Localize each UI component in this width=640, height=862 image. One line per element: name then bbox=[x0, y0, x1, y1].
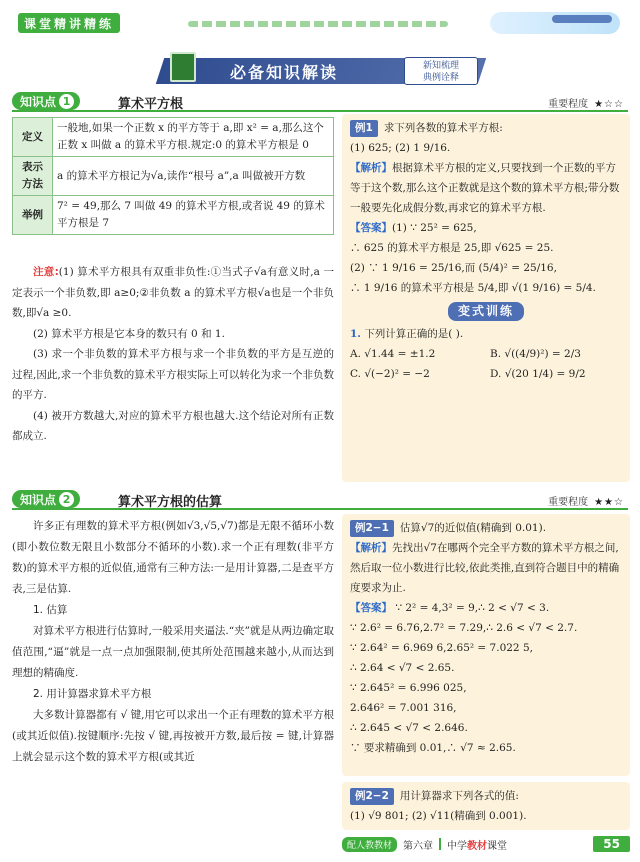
divider bbox=[439, 838, 441, 850]
example-tag: 例1 bbox=[350, 120, 378, 137]
option-a: A. √1.44 = ±1.2 bbox=[350, 348, 436, 360]
table-row: 举例 7² = 49,那么 7 叫做 49 的算术平方根,或者说 49 的算术平方根是 7 bbox=[13, 196, 334, 235]
section-tag: 课堂精讲精练 bbox=[18, 13, 120, 33]
chapter-label: 第六章 bbox=[403, 840, 434, 852]
decorative-chain bbox=[188, 21, 448, 27]
brand: 中学教材课堂 bbox=[447, 840, 508, 852]
note-3: (3) 求一个非负数的算术平方根与求一个非负数的平方是互逆的过程,因此,求一个非负数的算术平方根实际上可以转化为求一个非负数的平方. bbox=[12, 348, 334, 401]
kp2-pill: 知识点 2 bbox=[12, 490, 80, 508]
note-1: 注意:(1) 算术平方根具有双重非负性:①当式子√a有意义时,a 一定表示一个非负数,即 a≥0;②非负数 a 的算术平方根√a也是一个非负数,即√a ≥0. bbox=[12, 266, 334, 319]
kp1-header bbox=[12, 92, 628, 112]
airplane-icon bbox=[552, 15, 612, 23]
option-d: D. √(20 1/4) = 9/2 bbox=[490, 368, 586, 380]
option-b: B. √((4/9)²) = 2/3 bbox=[490, 348, 581, 360]
textbook-badge: 配人教教材 bbox=[342, 837, 397, 852]
table-row: 定义 一般地,如果一个正数 x 的平方等于 a,即 x² = a,那么这个正数 x 叫做 a 的算术平方根.规定:0 的算术平方根是 0 bbox=[13, 118, 334, 157]
definition-table bbox=[12, 117, 334, 235]
option-c: C. √(−2)² = −2 bbox=[350, 368, 430, 380]
variant-training-tag: 变式训练 bbox=[448, 302, 524, 321]
kp1-importance: 重要程度 ★☆☆ bbox=[548, 99, 624, 110]
kp1-pill: 知识点 1 bbox=[12, 92, 80, 110]
analysis: 【解析】根据算术平方根的定义,只要找到一个正数的平方等于这个数,那么这个正数就是这个数的算术平方根;带分数一般要先化成假分数,再求它的算术平方根. bbox=[350, 162, 620, 214]
example-2-2-panel: 例2−2 用计算器求下列各式的值: (1) √9 801; (2) √11(精确到 0.001). bbox=[342, 782, 630, 830]
kp1-notes bbox=[12, 262, 334, 447]
kp1-title: 算术平方根 bbox=[118, 97, 184, 112]
book-icon bbox=[170, 52, 196, 82]
answer: 【答案】(1) ∵ 25² = 625, ∴ 625 的算术平方根是 25,即 √625 = 25. (2) ∵ 1 9/16 = 25/16,而 (5/4)² = 25/16, ∴ 1 9/16 的算术平方根是 5/4,即 √(1 9/16) = 5/4. bbox=[350, 222, 596, 294]
page-footer bbox=[342, 834, 630, 854]
kp2-title: 算术平方根的估算 bbox=[118, 495, 223, 510]
note-2: (2) 算术平方根是它本身的数只有 0 和 1. bbox=[33, 327, 225, 340]
kp2-header bbox=[12, 490, 628, 510]
kp2-body: 许多正有理数的算术平方根(例如√3,√5,√7)都是无限不循环小数(即小数位数无限且小数部分不循环的小数).求一个正有理数(非平方数)的算术平方根的近似值,通常有三种方法:一是用计算器,二是查平方表,三是估算. 1. 估算 对算术平方根进行估算时,一般采用夹逼法.“夹”就是从两边确定取值范围,“逼”就是一点一点加强限制,使其所处范围越来越小,从而达到理想的精确度. 2. 用计算器求算术平方根 大多数计算器都有 √ 键,用它可以求出一个正有理数的算术平方根(或其近似值).按键顺序:先按 √ 键,再按被开方数,最后按 = 键,计算器上就会显示这个数的算术平方根(或其近 bbox=[12, 520, 334, 763]
kp2-importance: 重要程度 ★★☆ bbox=[548, 497, 624, 508]
page-title: 必备知识解读 bbox=[230, 63, 339, 82]
table-row: 表示方法 a 的算术平方根记为√a,读作“根号 a”,a 叫做被开方数 bbox=[13, 157, 334, 196]
note-4: (4) 被开方数越大,对应的算术平方根也越大.这个结论对所有正数都成立. bbox=[12, 409, 334, 442]
page-number: 55 bbox=[593, 836, 630, 852]
example-1-panel: 例1 求下列各数的算术平方根: (1) 625; (2) 1 9/16. 【解析】根据算术平方根的定义,只要找到一个正数的平方等于这个数,那么这个正数就是这个数的算术平方根;带分数一般要先化成假分数,再求它的算术平方根. 【答案】(1) ∵ 25² = 625, ∴ 625 的算术平方根是 25,即 √625 = 25. (2) ∵ 1 9/16 = 25/16,而 (5/4)² = 25/16, ∴ 1 9/16 的算术平方根是 5/4,即 √(1 9/16) = 5/4. 变式训练 1. 下列计算正确的是( ). A. √1.44 = ±1.2 B. √((4/9)²) = 2/3 C. √(−2)² = −2 D. √(20 1/4) = 9/2 bbox=[342, 114, 630, 482]
top-banner bbox=[8, 8, 632, 36]
title-subtitle: 新知梳理 典例诠释 bbox=[404, 57, 478, 85]
variant-options bbox=[350, 344, 622, 384]
example-2-1-panel: 例2−1 估算√7的近似值(精确到 0.01). 【解析】先找出√7在哪两个完全平方数的算术平方根之间,然后取一位小数进行比较,依此类推,直到符合题目中的精确度要求为止. 【答案】 ∵ 2² = 4,3² = 9,∴ 2 < √7 < 3. ∵ 2.6² = 6.76,2.7² = 7.29,∴ 2.6 < √7 < 2.7. ∵ 2.64² = 6.969 6,2.65² = 7.022 5, ∴ 2.64 < √7 < 2.65. ∵ 2.645² = 6.996 025, 2.646² = 7.001 316, ∴ 2.645 < √7 < 2.646. ∵ 要求精确到 0.01,∴ √7 ≈ 2.65. bbox=[342, 514, 630, 776]
